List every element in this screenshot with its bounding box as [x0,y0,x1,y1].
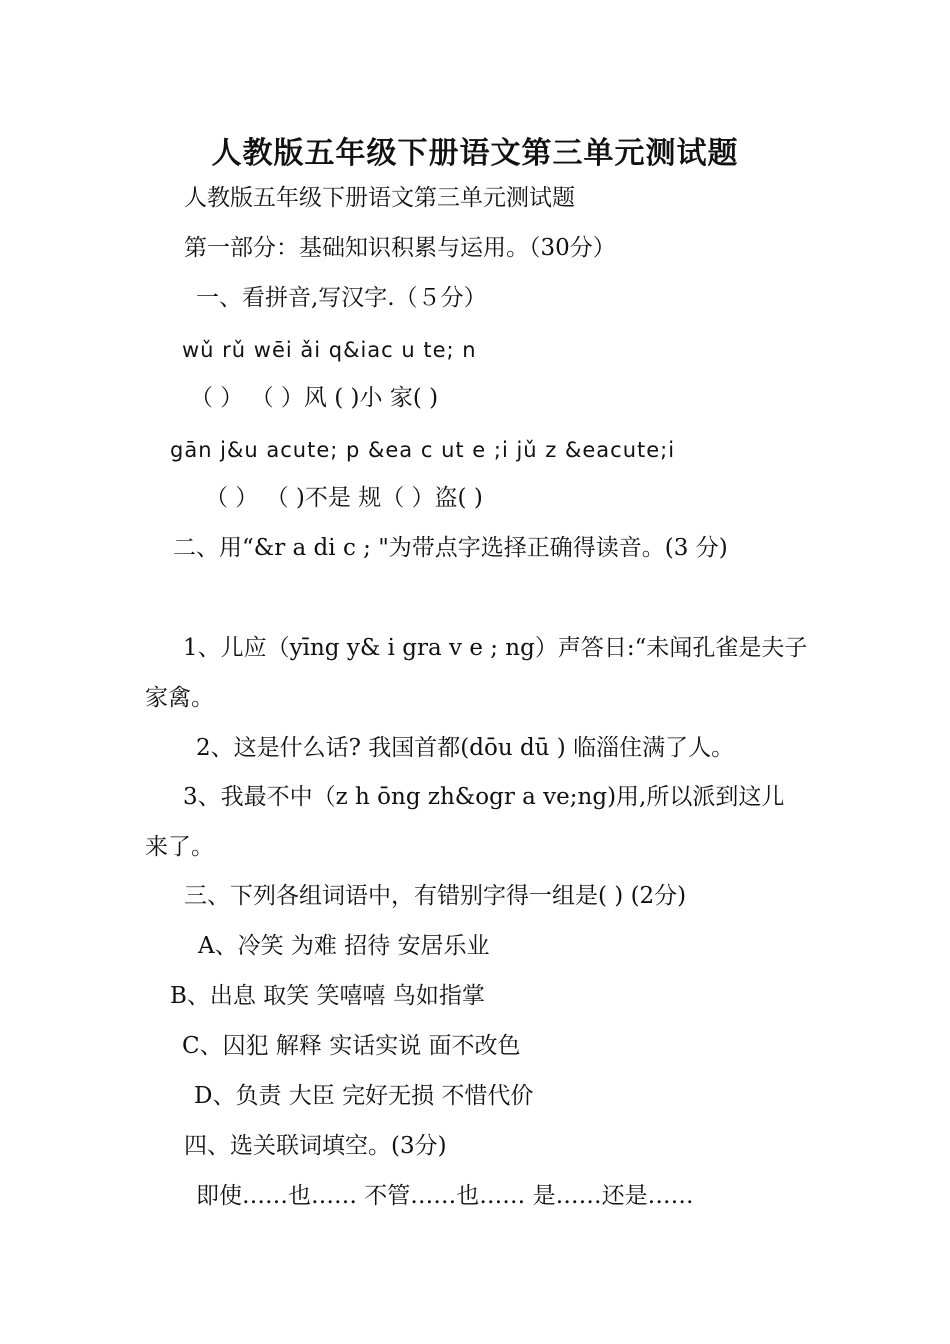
option-a: A、冷笑 为难 招待 安居乐业 [198,933,490,959]
blanks-line-2: （ ） （ )不是 规（ ）盗( ) [205,485,483,511]
question-two-item-3: 3、我最不中（z h ōng zh&ogr a ve;ng)用,所以派到这儿来了。 [145,784,785,860]
pinyin-line-1: wǔ rǔ wēi ǎi q&iac u te; n [182,338,477,362]
blanks-line-1: （ ） （ ）风 ( )小 家( ) [190,385,439,411]
option-c: C、囚犯 解释 实话实说 面不改色 [182,1033,521,1059]
subtitle-line: 人教版五年级下册语文第三单元测试题 [184,185,575,211]
document-title: 人教版五年级下册语文第三单元测试题 [211,136,739,171]
option-d: D、负责 大臣 完好无损 不惜代价 [194,1083,534,1109]
option-b: B、出息 取笑 笑嘻嘻 鸟如指掌 [170,983,485,1009]
question-two-item-2: 2、这是什么话? 我国首都(dōu dū ) 临淄住满了人。 [196,735,735,761]
question-one-heading: 一、看拼音,写汉字.（５分） [196,285,487,311]
pinyin-line-2: gān j&u acute; p &ea c ut e ;i jǔ z &eacute;i [170,438,676,462]
question-three-heading: 三、下列各组词语中，有错别字得一组是( ) (2分) [184,883,687,909]
question-two-item-1: 1、儿应（yīng y& i gra v e ; ng）声答日:“未闻孔雀是夫子家禽。 [145,635,808,711]
part-one-heading: 第一部分：基础知识积累与运用。（30分） [184,235,616,261]
question-two-heading: 二、用“&r a di c ; "为带点字选择正确得读音。(3 分) [173,535,728,561]
conjunction-options: 即使……也…… 不管……也…… 是……还是…… [196,1183,694,1209]
question-four-heading: 四、选关联词填空。(3分) [184,1133,447,1159]
